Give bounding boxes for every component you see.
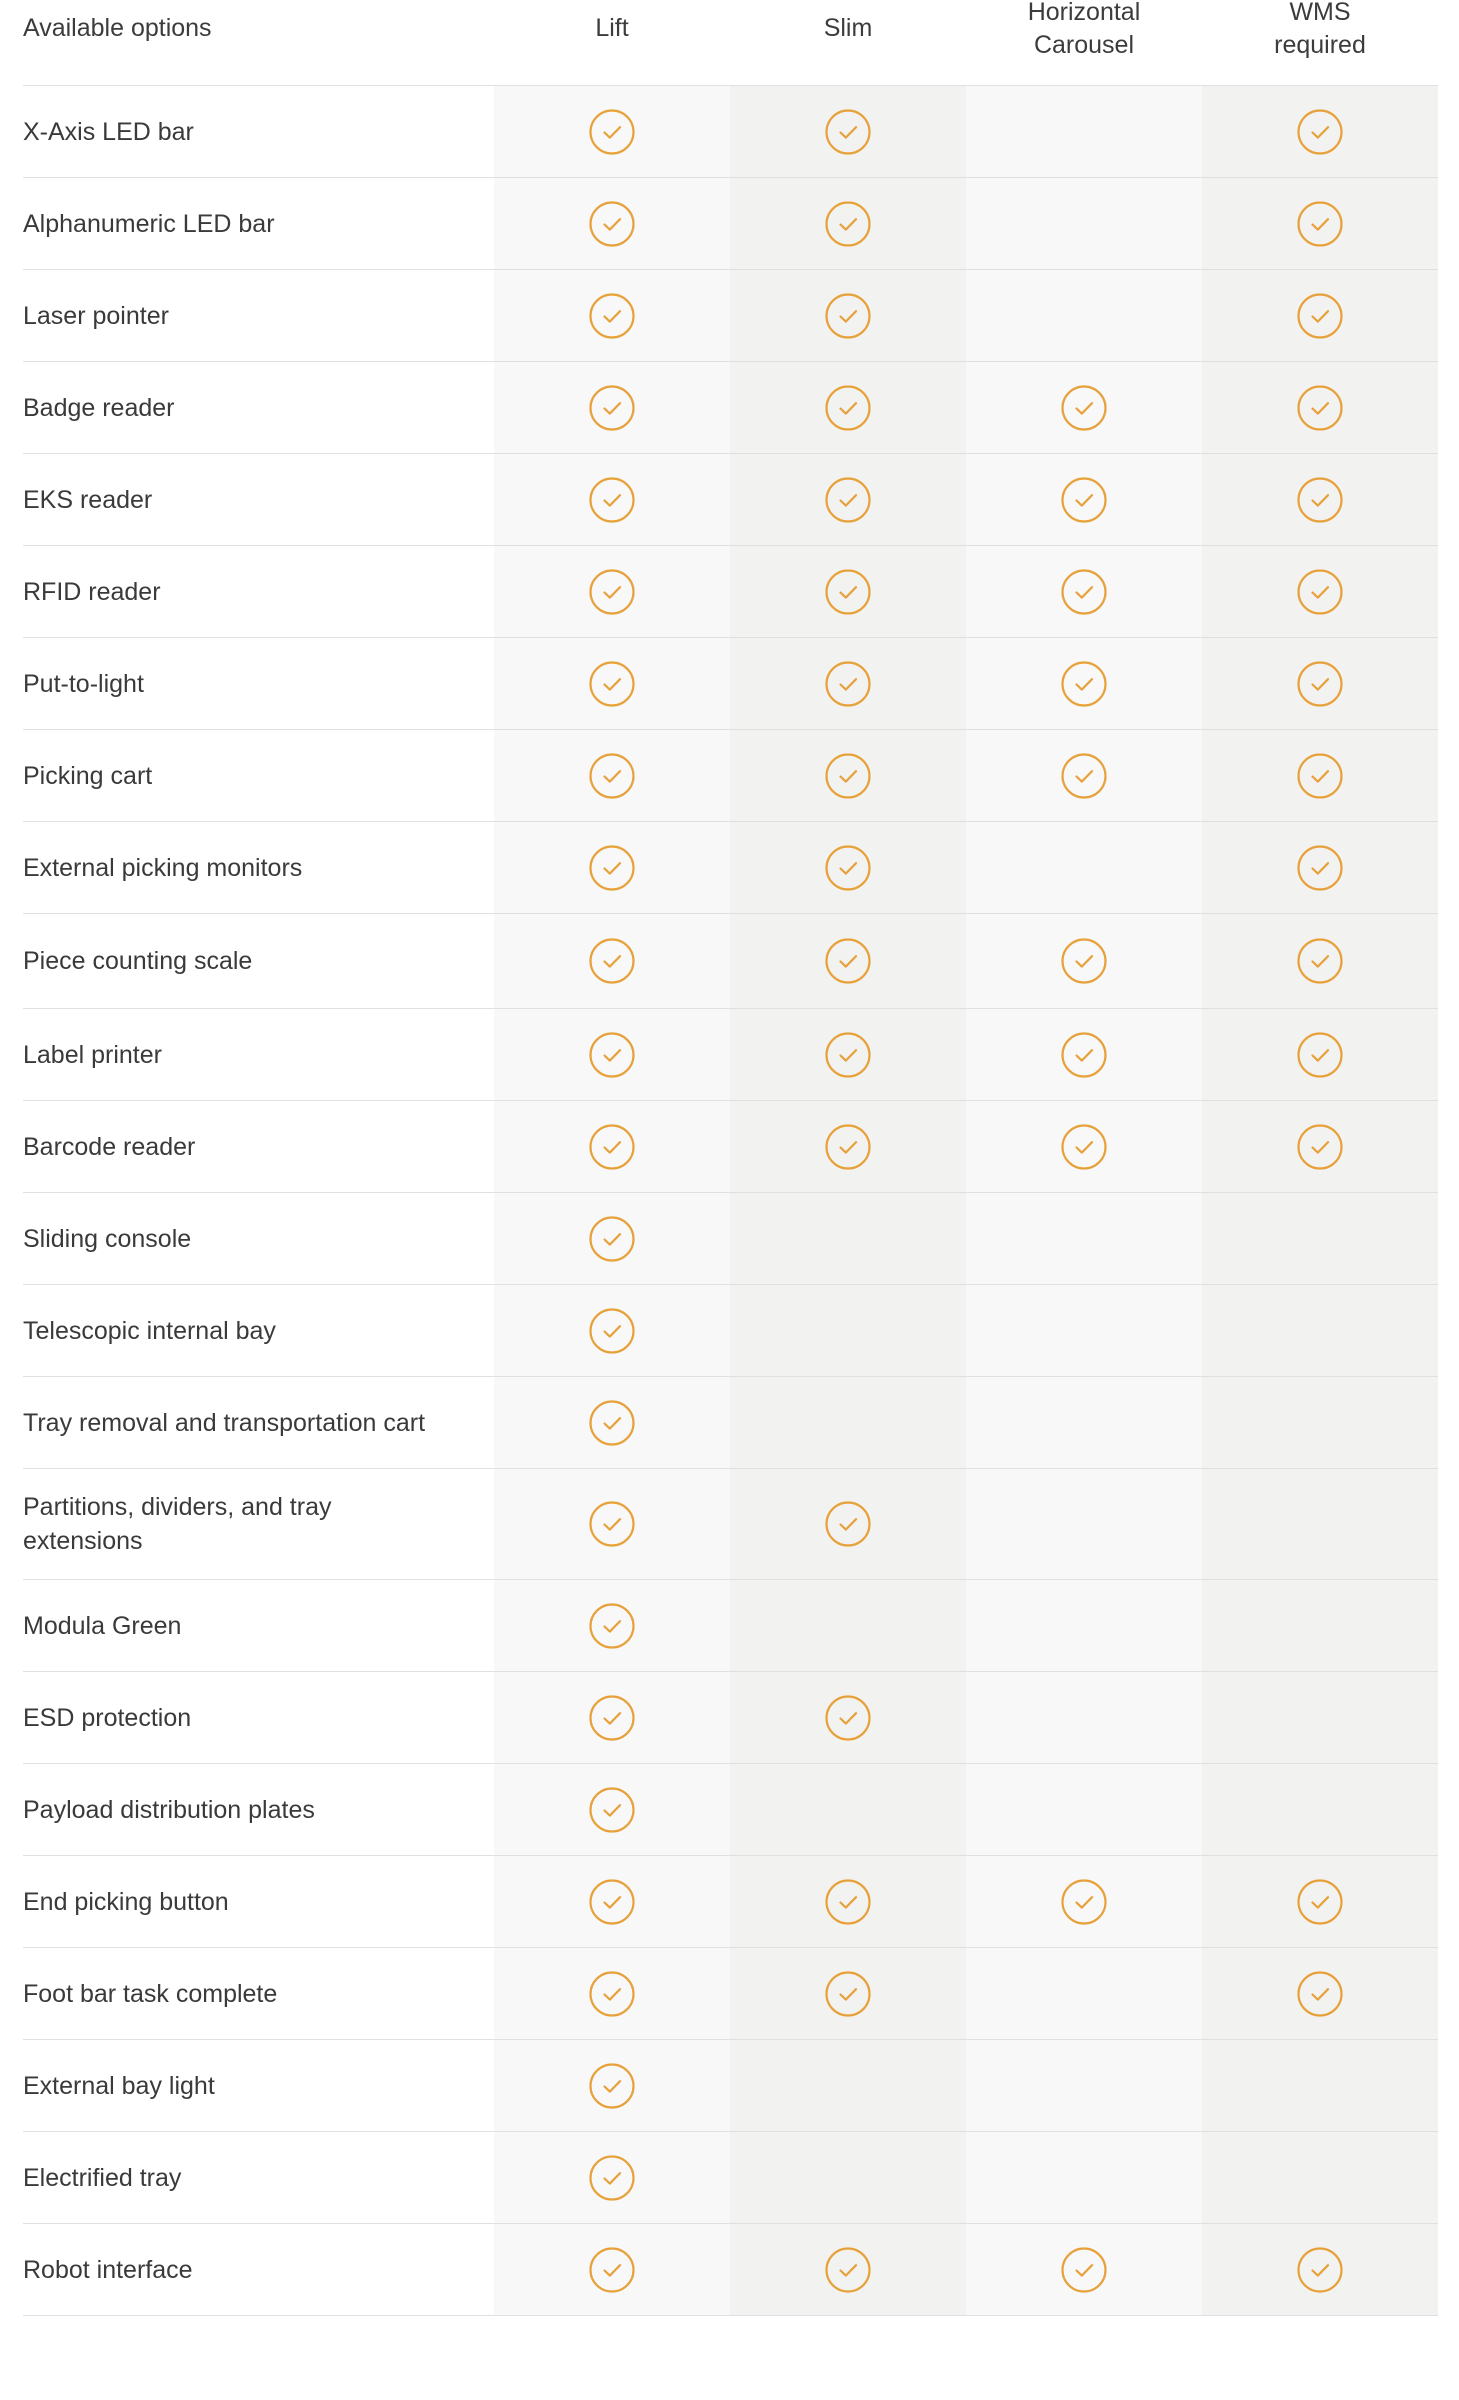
row-label: [23, 86, 494, 177]
table-cell: [730, 178, 966, 269]
check-circle-icon: [825, 661, 871, 707]
table-cell: [1202, 86, 1438, 177]
table-cell: [966, 178, 1202, 269]
check-circle-icon: [589, 1787, 635, 1833]
table-cell: [1202, 1580, 1438, 1671]
table-row: [23, 270, 1438, 362]
row-label-text: X-Axis LED bar: [23, 117, 194, 146]
row-label-text: Piece counting scale: [23, 947, 253, 975]
row-label: [23, 1948, 494, 2039]
check-circle-icon: [825, 293, 871, 339]
check-circle-icon: [825, 1032, 871, 1078]
table-cell: [966, 1948, 1202, 2039]
table-cell: [1202, 546, 1438, 637]
table-cell: [730, 1580, 966, 1671]
check-circle-icon: [589, 201, 635, 247]
table-row: [23, 1285, 1438, 1377]
row-label-text: End picking button: [23, 1887, 229, 1916]
check-circle-icon: [1061, 385, 1107, 431]
check-circle-icon: [1297, 1032, 1343, 1078]
check-circle-icon: [589, 1400, 635, 1446]
table-cell: [1202, 178, 1438, 269]
table-cell: [494, 1856, 730, 1947]
row-label-text: Partitions, dividers, and tray extensions: [23, 1493, 332, 1555]
table-cell: [494, 822, 730, 913]
header-available-options: [23, 0, 494, 85]
table-cell: [730, 1672, 966, 1763]
table-cell: [966, 454, 1202, 545]
check-circle-icon: [1297, 201, 1343, 247]
check-circle-icon: [825, 938, 871, 984]
table-row: [23, 1948, 1438, 2040]
row-label-text: RFID reader: [23, 577, 161, 606]
row-label-text: ESD protection: [23, 1703, 192, 1732]
header-col-text: Slim: [823, 14, 873, 42]
row-label: [23, 1672, 494, 1763]
table-cell: [494, 1948, 730, 2039]
table-row: [23, 2132, 1438, 2224]
check-circle-icon: [825, 1879, 871, 1925]
table-cell: [1202, 1764, 1438, 1855]
check-circle-icon: [1061, 938, 1107, 984]
table-cell: [730, 822, 966, 913]
table-cell: [494, 914, 730, 1008]
table-cell: [494, 1009, 730, 1100]
table-row: [23, 1377, 1438, 1469]
table-cell: [494, 178, 730, 269]
table-cell: [494, 2132, 730, 2223]
table-cell: [730, 2224, 966, 2315]
check-circle-icon: [589, 1603, 635, 1649]
table-cell: [966, 1285, 1202, 1376]
check-circle-icon: [825, 845, 871, 891]
table-cell: [966, 1101, 1202, 1192]
table-cell: [730, 1856, 966, 1947]
table-cell: [1202, 822, 1438, 913]
check-circle-icon: [589, 1216, 635, 1262]
row-label-text: Barcode reader: [23, 1132, 196, 1161]
row-label-text: Foot bar task complete: [23, 1979, 278, 2008]
header-col-lift: [494, 0, 730, 85]
check-circle-icon: [825, 569, 871, 615]
table-cell: [730, 1377, 966, 1468]
check-circle-icon: [825, 477, 871, 523]
row-label: [23, 914, 494, 1008]
header-col-text: WMS required: [1274, 0, 1366, 59]
row-label-text: Payload distribution plates: [23, 1795, 315, 1824]
table-cell: [966, 1580, 1202, 1671]
table-cell: [494, 1285, 730, 1376]
row-label-text: Electrified tray: [23, 2163, 182, 2192]
row-label: [23, 270, 494, 361]
table-cell: [966, 1856, 1202, 1947]
check-circle-icon: [825, 385, 871, 431]
check-circle-icon: [1297, 845, 1343, 891]
table-cell: [730, 2132, 966, 2223]
table-cell: [966, 1193, 1202, 1284]
row-label-text: External bay light: [23, 2071, 215, 2100]
check-circle-icon: [825, 1695, 871, 1741]
row-label: [23, 1009, 494, 1100]
table-cell: [494, 1672, 730, 1763]
check-circle-icon: [589, 1879, 635, 1925]
table-cell: [1202, 914, 1438, 1008]
table-cell: [1202, 1285, 1438, 1376]
table-cell: [730, 270, 966, 361]
table-row: [23, 546, 1438, 638]
check-circle-icon: [589, 938, 635, 984]
header-col-text: Horizontal Carousel: [1027, 0, 1141, 59]
table-cell: [966, 362, 1202, 453]
table-cell: [730, 914, 966, 1008]
table-cell: [966, 638, 1202, 729]
check-circle-icon: [589, 1695, 635, 1741]
table-row: [23, 362, 1438, 454]
row-label-text: Laser pointer: [23, 301, 169, 330]
row-label: [23, 1377, 494, 1468]
check-circle-icon: [1061, 661, 1107, 707]
check-circle-icon: [825, 109, 871, 155]
check-circle-icon: [1297, 477, 1343, 523]
row-label: [23, 1856, 494, 1947]
table-cell: [1202, 454, 1438, 545]
check-circle-icon: [589, 753, 635, 799]
table-cell: [966, 822, 1202, 913]
table-cell: [966, 2224, 1202, 2315]
row-label: [23, 1193, 494, 1284]
row-label-text: Alphanumeric LED bar: [23, 209, 275, 238]
table-cell: [1202, 1469, 1438, 1579]
table-cell: [966, 86, 1202, 177]
table-cell: [966, 2040, 1202, 2131]
table-row: [23, 822, 1438, 914]
check-circle-icon: [589, 845, 635, 891]
row-label-text: Badge reader: [23, 393, 175, 422]
table-cell: [730, 454, 966, 545]
header-col-slim: [730, 0, 966, 85]
header-col-horizontal-carousel: [966, 0, 1202, 85]
header-col-text: Lift: [595, 14, 629, 42]
table-cell: [966, 1764, 1202, 1855]
table-cell: [494, 1580, 730, 1671]
check-circle-icon: [825, 1971, 871, 2017]
table-cell: [730, 86, 966, 177]
table-cell: [730, 638, 966, 729]
header-label-text: Available options: [23, 14, 212, 42]
check-circle-icon: [1297, 1124, 1343, 1170]
check-circle-icon: [1297, 109, 1343, 155]
row-label-text: Sliding console: [23, 1224, 192, 1253]
check-circle-icon: [589, 385, 635, 431]
table-cell: [1202, 1101, 1438, 1192]
check-circle-icon: [589, 569, 635, 615]
table-cell: [730, 2040, 966, 2131]
check-circle-icon: [1297, 938, 1343, 984]
table-cell: [494, 454, 730, 545]
row-label: [23, 730, 494, 821]
row-label-text: Put-to-light: [23, 669, 144, 698]
table-cell: [494, 638, 730, 729]
row-label-text: Tray removal and transportation cart: [23, 1408, 426, 1437]
table-cell: [966, 1009, 1202, 1100]
row-label-text: Label printer: [23, 1040, 162, 1069]
check-circle-icon: [1297, 1879, 1343, 1925]
table-cell: [494, 546, 730, 637]
table-cell: [494, 86, 730, 177]
table-cell: [1202, 362, 1438, 453]
check-circle-icon: [825, 1501, 871, 1547]
check-circle-icon: [589, 109, 635, 155]
table-cell: [494, 2224, 730, 2315]
row-label: [23, 1580, 494, 1671]
table-cell: [1202, 1193, 1438, 1284]
table-cell: [730, 730, 966, 821]
row-label-text: Robot interface: [23, 2255, 193, 2284]
table-cell: [1202, 1856, 1438, 1947]
table-cell: [1202, 2040, 1438, 2131]
row-label: [23, 638, 494, 729]
check-circle-icon: [589, 661, 635, 707]
row-label: [23, 2040, 494, 2131]
table-row: [23, 1580, 1438, 1672]
table-row: [23, 1469, 1438, 1580]
table-cell: [730, 1101, 966, 1192]
table-cell: [1202, 1009, 1438, 1100]
table-cell: [494, 362, 730, 453]
check-circle-icon: [589, 1971, 635, 2017]
row-label-text: Telescopic internal bay: [23, 1316, 276, 1345]
row-label: [23, 178, 494, 269]
check-circle-icon: [589, 1124, 635, 1170]
table-cell: [494, 270, 730, 361]
table-body: [0, 86, 1459, 2316]
table-cell: [494, 1764, 730, 1855]
check-circle-icon: [1061, 569, 1107, 615]
check-circle-icon: [589, 293, 635, 339]
table-cell: [730, 1193, 966, 1284]
row-label: [23, 1285, 494, 1376]
table-row: [23, 178, 1438, 270]
check-circle-icon: [1297, 2247, 1343, 2293]
table-row: [23, 638, 1438, 730]
table-cell: [494, 2040, 730, 2131]
table-cell: [494, 1101, 730, 1192]
check-circle-icon: [589, 1308, 635, 1354]
header-col-wms-required: [1202, 0, 1438, 85]
table-cell: [966, 270, 1202, 361]
table-row: [23, 1764, 1438, 1856]
check-circle-icon: [1297, 661, 1343, 707]
row-label-text: EKS reader: [23, 485, 153, 514]
check-circle-icon: [1061, 1032, 1107, 1078]
check-circle-icon: [589, 1032, 635, 1078]
table-cell: [1202, 1672, 1438, 1763]
table-cell: [494, 1469, 730, 1579]
table-cell: [966, 914, 1202, 1008]
row-label: [23, 2132, 494, 2223]
table-cell: [1202, 2132, 1438, 2223]
table-cell: [494, 1193, 730, 1284]
row-label: [23, 1101, 494, 1192]
table-cell: [966, 2132, 1202, 2223]
check-circle-icon: [1297, 293, 1343, 339]
check-circle-icon: [589, 2063, 635, 2109]
table-row: [23, 1101, 1438, 1193]
table-cell: [730, 1469, 966, 1579]
table-cell: [1202, 2224, 1438, 2315]
table-cell: [494, 1377, 730, 1468]
table-cell: [730, 546, 966, 637]
row-label-text: External picking monitors: [23, 853, 303, 882]
table-cell: [1202, 270, 1438, 361]
table-row: [23, 2040, 1438, 2132]
check-circle-icon: [825, 1124, 871, 1170]
table-cell: [966, 1377, 1202, 1468]
check-circle-icon: [589, 2247, 635, 2293]
table-cell: [966, 1672, 1202, 1763]
table-cell: [494, 730, 730, 821]
row-label-text: Picking cart: [23, 761, 153, 790]
row-label: [23, 454, 494, 545]
check-circle-icon: [1061, 1879, 1107, 1925]
table-row: [23, 1193, 1438, 1285]
row-label: [23, 362, 494, 453]
table-cell: [1202, 730, 1438, 821]
table-header: [23, 0, 1438, 86]
table-row: [23, 730, 1438, 822]
check-circle-icon: [825, 201, 871, 247]
row-label-text: Modula Green: [23, 1611, 182, 1640]
table-row: [23, 1856, 1438, 1948]
check-circle-icon: [1061, 1124, 1107, 1170]
table-row: [23, 454, 1438, 546]
check-circle-icon: [589, 1501, 635, 1547]
check-circle-icon: [825, 2247, 871, 2293]
check-circle-icon: [1297, 1971, 1343, 2017]
check-circle-icon: [1297, 569, 1343, 615]
table-cell: [966, 730, 1202, 821]
row-label: [23, 546, 494, 637]
table-cell: [1202, 1948, 1438, 2039]
table-row: [23, 914, 1438, 1009]
row-label: [23, 822, 494, 913]
check-circle-icon: [589, 477, 635, 523]
table-row: [23, 1672, 1438, 1764]
check-circle-icon: [1061, 753, 1107, 799]
table-row: [23, 86, 1438, 178]
row-label: [23, 2224, 494, 2315]
check-circle-icon: [589, 2155, 635, 2201]
table-cell: [966, 1469, 1202, 1579]
table-cell: [1202, 1377, 1438, 1468]
table-cell: [966, 546, 1202, 637]
row-label: [23, 1764, 494, 1855]
check-circle-icon: [1061, 477, 1107, 523]
row-label: [23, 1469, 494, 1579]
table-cell: [1202, 638, 1438, 729]
check-circle-icon: [1297, 385, 1343, 431]
check-circle-icon: [1061, 2247, 1107, 2293]
table-row: [23, 2224, 1438, 2316]
table-cell: [730, 1764, 966, 1855]
table-cell: [730, 1285, 966, 1376]
table-cell: [730, 1009, 966, 1100]
check-circle-icon: [1297, 753, 1343, 799]
table-cell: [730, 1948, 966, 2039]
check-circle-icon: [825, 753, 871, 799]
table-cell: [730, 362, 966, 453]
table-row: [23, 1009, 1438, 1101]
